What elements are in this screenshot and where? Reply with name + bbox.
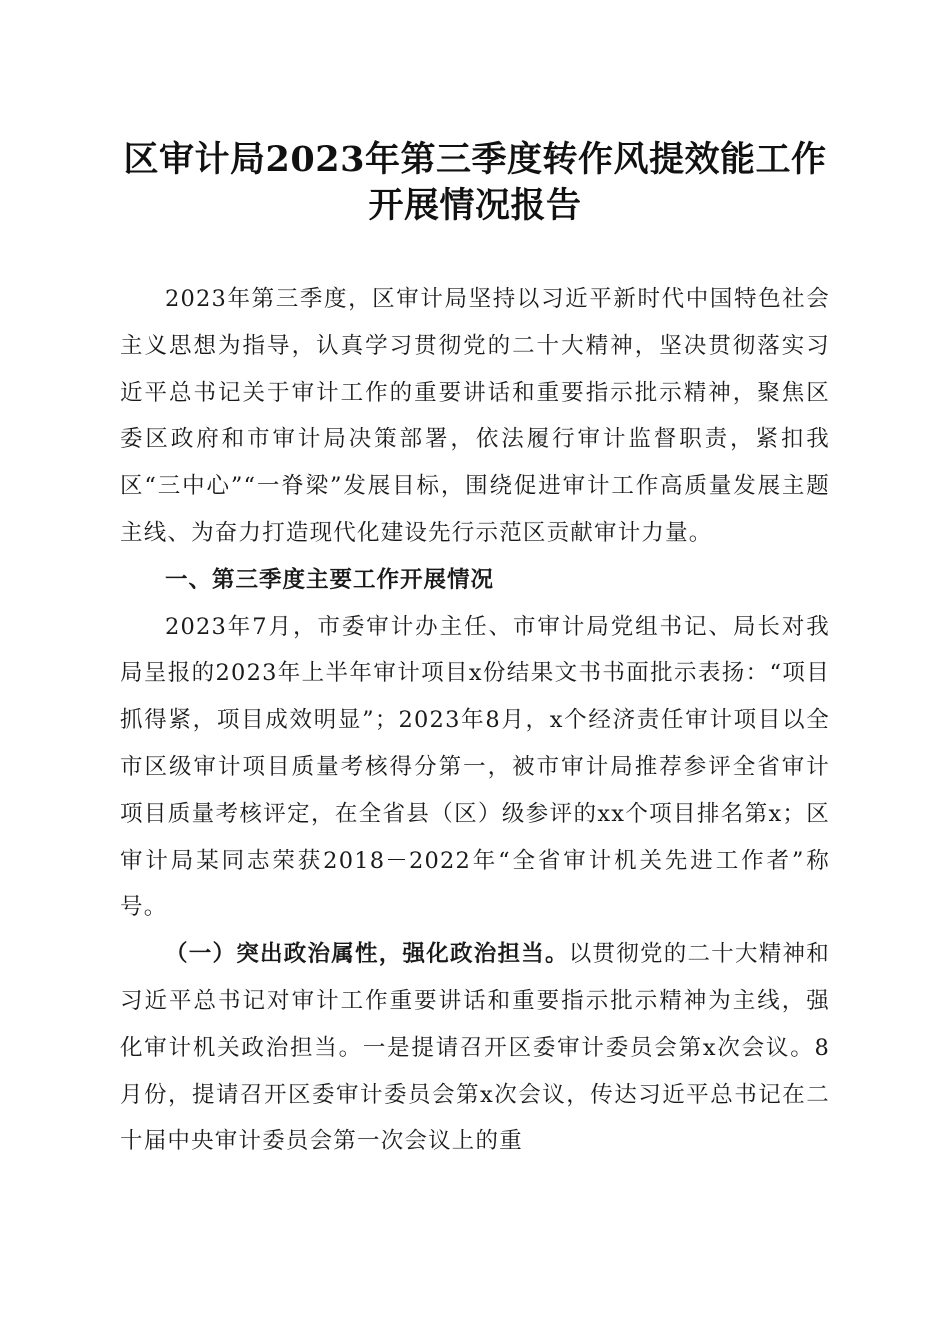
section-1-heading: 一、第三季度主要工作开展情况 [165, 566, 495, 593]
intro-paragraph: 2023年第三季度，区审计局坚持以习近平新时代中国特色社会主义思想为指导，认真学习贯彻党的二十大精神，坚决贯彻落实习近平总书记关于审计工作的重要讲话和重要指示批示精神，聚焦区委区政府和市审计局决策部署，依法履行审计监督职责，紧扣我区“三中心”“一脊梁”发展目标，围绕促进审计工作高质量发展主题主线、为奋力打造现代化建设先行示范区贡献审计力量。 [120, 286, 830, 546]
document-title-line-2: 开展情况报告 [368, 185, 582, 226]
subsection-1-lead: （一）突出政治属性，强化政治担当。 [165, 941, 569, 968]
section-1-paragraph: 2023年7月，市委审计办主任、市审计局党组书记、局长对我局呈报的2023年上半年审计项目x份结果文书书面批示表扬：“项目抓得紧，项目成效明显”；2023年8月，x个经济责任审计项目以全市区级审计项目质量考核得分第一，被市审计局推荐参评全省审计项目质量考核评定，在全省县（区）级参评的xx个项目排名第x；区审计局某同志荣获2018－2022年“全省审计机关先进工作者”称号。 [120, 613, 830, 921]
document-body [120, 276, 830, 1165]
subsection-1-paragraph [120, 931, 830, 1165]
subsection-1-text: 以贯彻党的二十大精神和习近平总书记对审计工作重要讲话和重要指示批示精神为主线，强化审计机关政治担当。一是提请召开区委审计委员会第x次会议。8月份，提请召开区委审计委员会第x次会议，传达习近平总书记在二十届中央审计委员会第一次会议上的重 [120, 941, 830, 1155]
document-title-line-1: 区审计局2023年第三季度转作风提效能工作 [123, 139, 827, 180]
